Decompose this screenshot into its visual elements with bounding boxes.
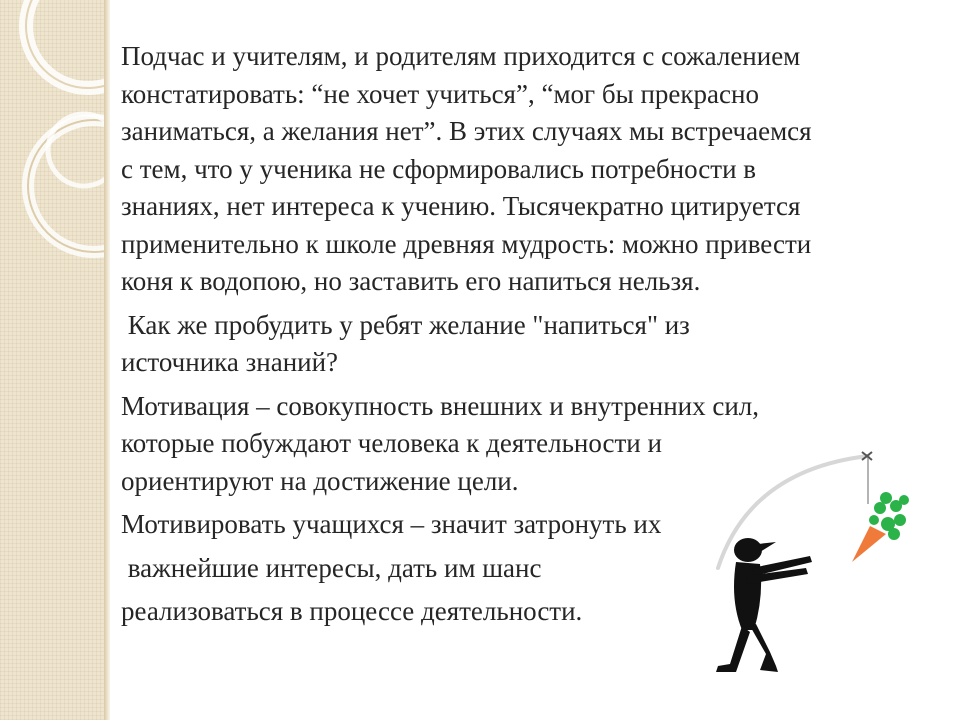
text-line: Подчас и учителям, и родителям приходится с сожалением	[121, 41, 801, 71]
text-line: знаниях, нет интереса к учению. Тысячекратно цитируется	[121, 191, 801, 221]
ring-decoration-icon	[0, 0, 104, 720]
decorative-sidebar	[0, 0, 104, 720]
text-line: реализоваться в процессе деятельности.	[121, 596, 583, 626]
text-line: Как же пробудить у ребят желание "напиться" из	[121, 309, 690, 340]
paragraph-intro	[121, 38, 941, 301]
text-line: источника знаний?	[121, 347, 339, 377]
paragraph-question	[121, 307, 941, 382]
text-line: применительно к школе древняя мудрость: можно привести	[121, 228, 812, 259]
text-line: Мотивация – совокупность внешних и внутренних сил,	[121, 390, 760, 421]
text-line: констатировать: “не хочет учиться”, “мог бы прекрасно	[121, 78, 759, 109]
text-line: важнейшие интересы, дать им шанс	[121, 552, 542, 583]
text-line: ориентируют на достижение цели.	[121, 465, 519, 496]
text-line: которые побуждают человека к деятельности и	[121, 428, 662, 458]
text-line: коня к водопою, но заставить его напиться нельзя.	[121, 266, 701, 296]
text-line: Мотивировать учащихся – значит затронуть их	[121, 509, 662, 539]
sidebar-edge	[104, 0, 110, 720]
text-line: заниматься, а желания нет”. В этих случаях мы встречаемся	[121, 116, 812, 146]
text-line: с тем, что у ученика не сформировались потребности в	[121, 153, 757, 184]
man-chasing-carrot-icon	[690, 440, 940, 680]
